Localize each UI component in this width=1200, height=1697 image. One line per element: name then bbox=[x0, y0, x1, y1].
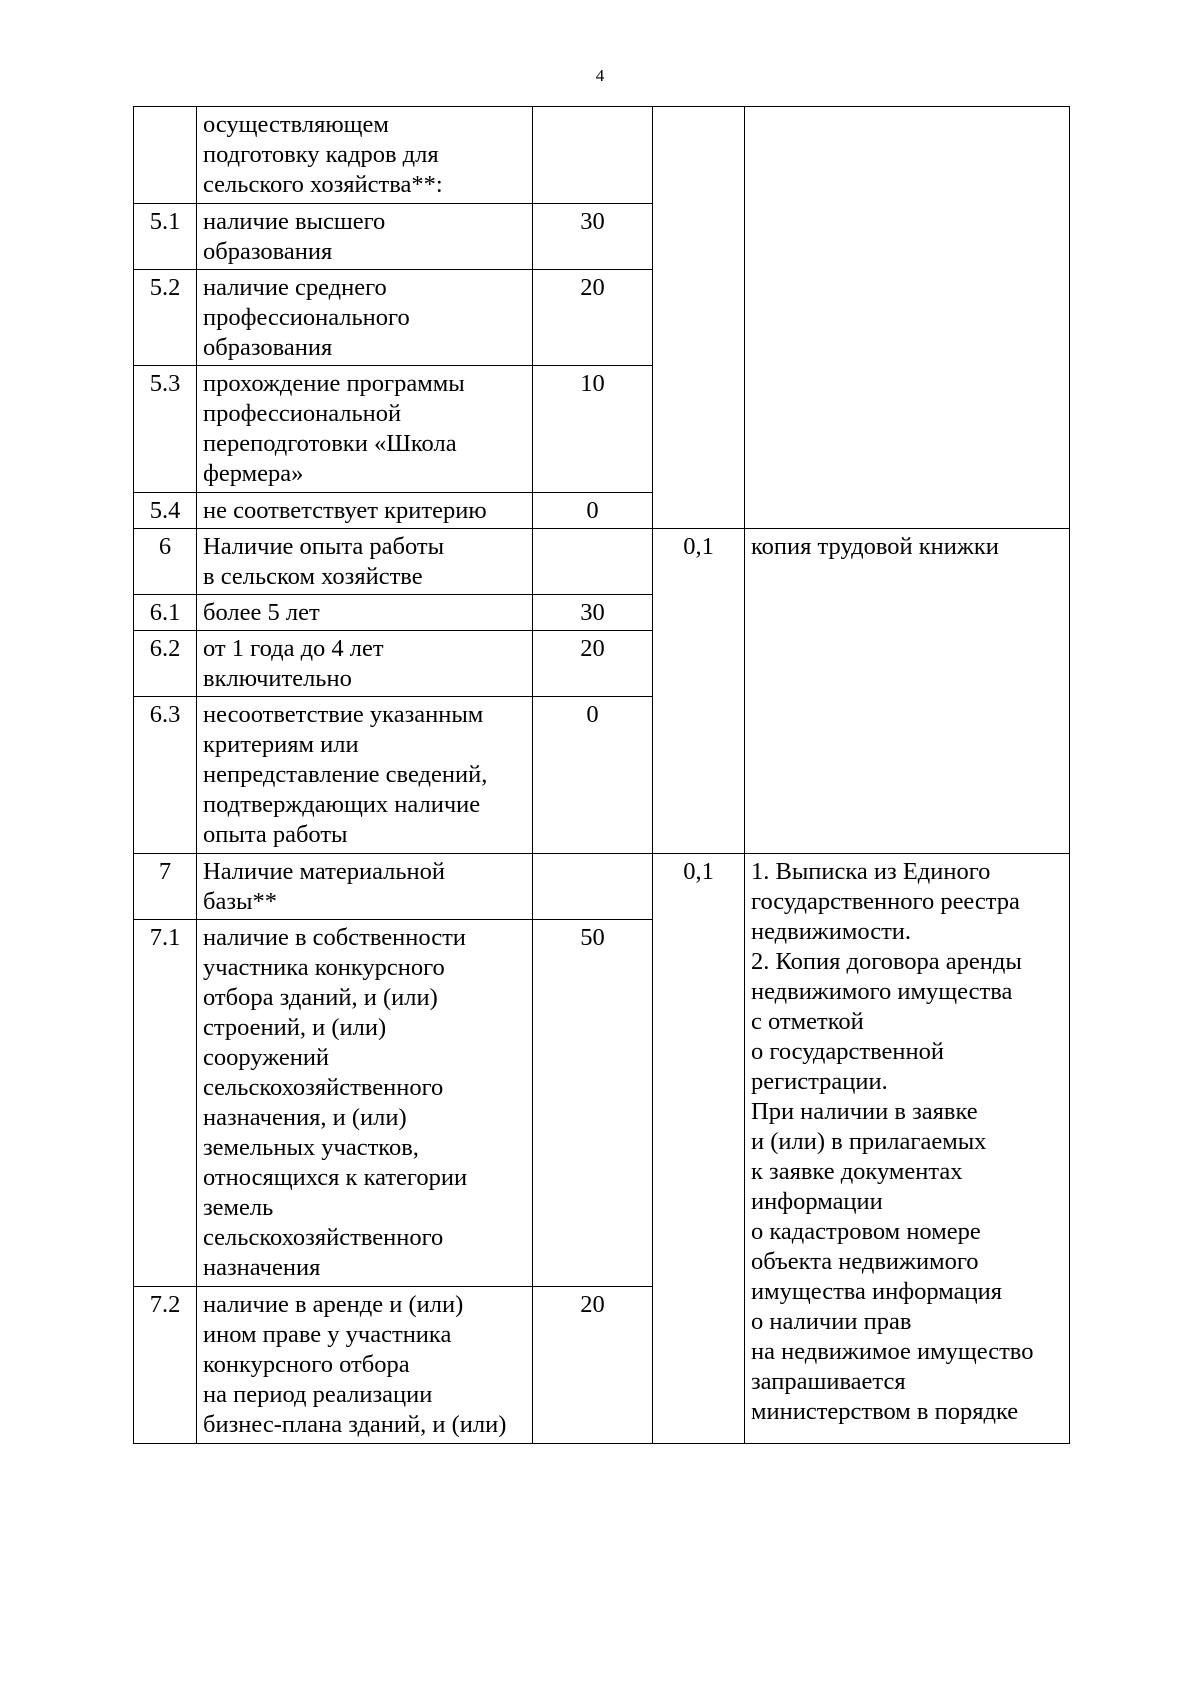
score-cell: 30 bbox=[533, 595, 653, 631]
score-cell: 50 bbox=[533, 920, 653, 1287]
row-number: 6 bbox=[134, 529, 197, 595]
row-number: 5.3 bbox=[134, 366, 197, 493]
score-cell: 0 bbox=[533, 493, 653, 529]
row-number: 5.1 bbox=[134, 204, 197, 270]
documents-cell: копия трудовой книжки bbox=[745, 529, 1070, 854]
criterion-text: Наличие опыта работы в сельском хозяйстве bbox=[197, 529, 533, 595]
criterion-text: прохождение программы профессиональной переподготовки «Школа фермера» bbox=[197, 366, 533, 493]
criterion-text: не соответствует критерию bbox=[197, 493, 533, 529]
weight-cell: 0,1 bbox=[653, 529, 745, 854]
documents-cell: 1. Выписка из Единого государственного реестра недвижимости. 2. Копия договора аренды недвижимого имущества с отметкой о государственной регистрации. При наличии в заявке и (или) в прилагаемых к заявке документах информации о кадастровом номере объекта недвижимого имущества информация о наличии прав на недвижимое имущество запрашивается министерством в порядке bbox=[745, 854, 1070, 1444]
row-number: 5.2 bbox=[134, 270, 197, 366]
score-cell: 30 bbox=[533, 204, 653, 270]
score-cell: 20 bbox=[533, 270, 653, 366]
row-number: 6.2 bbox=[134, 631, 197, 697]
row-number: 7.1 bbox=[134, 920, 197, 1287]
page-number: 4 bbox=[595, 66, 605, 85]
criteria-table bbox=[133, 106, 1070, 1444]
row-number: 5.4 bbox=[134, 493, 197, 529]
criterion-text: наличие в собственности участника конкурсного отбора зданий, и (или) строений, и (или) сооружений сельскохозяйственного назначения, и (или) земельных участков, относящихся к категории земель сельскохозяйственного назначения bbox=[197, 920, 533, 1287]
criterion-text: наличие среднего профессионального образования bbox=[197, 270, 533, 366]
criterion-text: осуществляющем подготовку кадров для сельского хозяйства**: bbox=[197, 107, 533, 204]
row-number: 7 bbox=[134, 854, 197, 920]
criterion-text: от 1 года до 4 лет включительно bbox=[197, 631, 533, 697]
criterion-text: наличие высшего образования bbox=[197, 204, 533, 270]
score-cell: 10 bbox=[533, 366, 653, 493]
table-row bbox=[134, 107, 1070, 204]
criterion-text: более 5 лет bbox=[197, 595, 533, 631]
weight-cell bbox=[653, 107, 745, 529]
table-row bbox=[134, 529, 1070, 595]
documents-cell bbox=[745, 107, 1070, 529]
score-cell: 20 bbox=[533, 631, 653, 697]
score-cell: 20 bbox=[533, 1287, 653, 1444]
criterion-text: наличие в аренде и (или) ином праве у участника конкурсного отбора на период реализации бизнес-плана зданий, и (или) bbox=[197, 1287, 533, 1444]
score-cell bbox=[533, 529, 653, 595]
score-cell: 0 bbox=[533, 697, 653, 854]
row-number: 6.1 bbox=[134, 595, 197, 631]
criterion-text: несоответствие указанным критериям или непредставление сведений, подтверждающих наличие опыта работы bbox=[197, 697, 533, 854]
score-cell bbox=[533, 854, 653, 920]
row-number: 6.3 bbox=[134, 697, 197, 854]
row-number bbox=[134, 107, 197, 204]
row-number: 7.2 bbox=[134, 1287, 197, 1444]
table-row bbox=[134, 854, 1070, 920]
criterion-text: Наличие материальной базы** bbox=[197, 854, 533, 920]
score-cell bbox=[533, 107, 653, 204]
weight-cell: 0,1 bbox=[653, 854, 745, 1444]
